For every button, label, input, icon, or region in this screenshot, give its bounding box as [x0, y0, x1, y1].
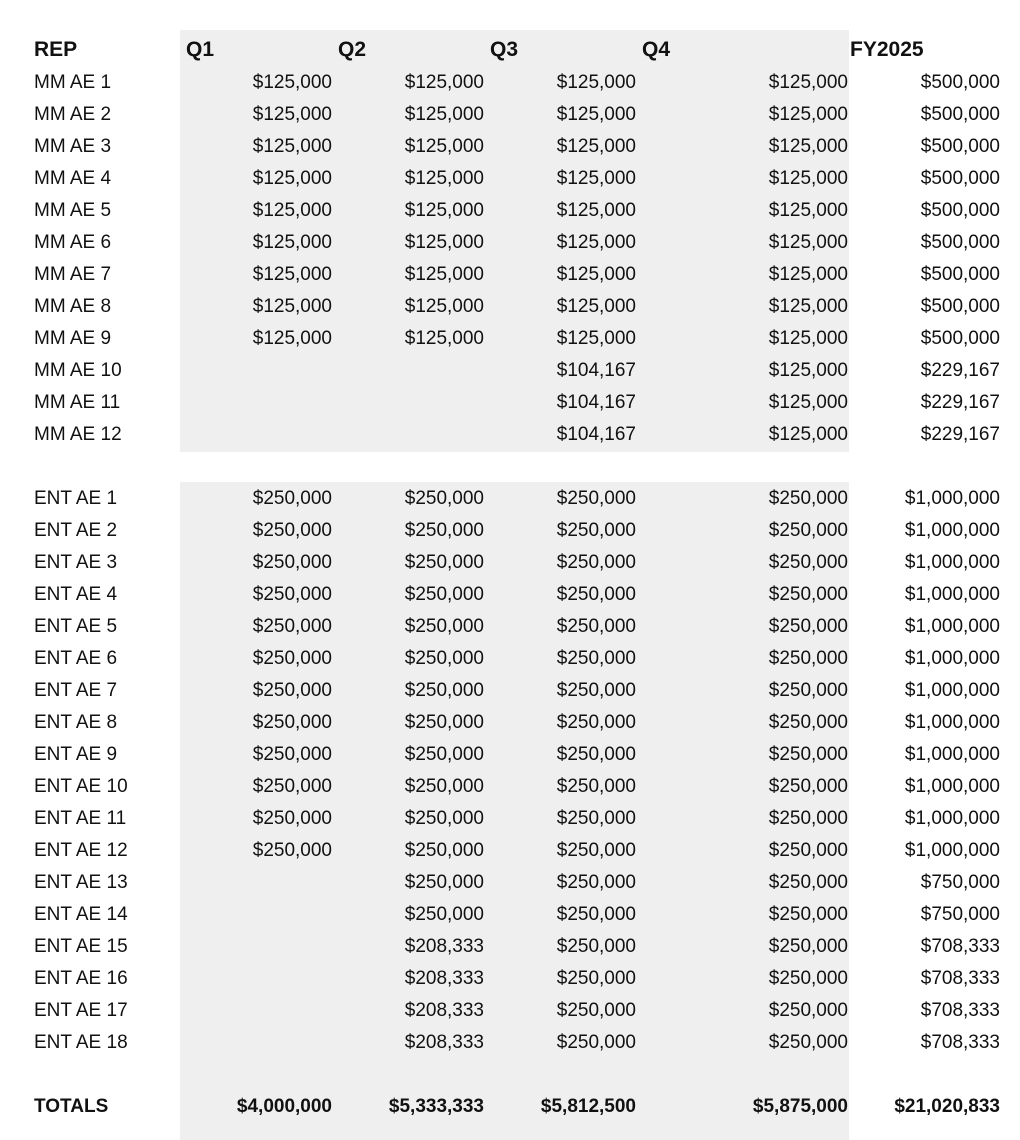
quota-cell-q1: $125,000: [252, 168, 332, 189]
quota-cell-q2: $250,000: [404, 776, 484, 797]
header-q1: Q1: [186, 38, 215, 61]
quota-cell-q1: $4,000,000: [236, 1096, 332, 1117]
spacer-cell: [28, 1059, 1000, 1091]
quota-cell-q3: $250,000: [556, 744, 636, 765]
quota-cell-q3: $125,000: [556, 296, 636, 317]
quota-cell-q4: $5,875,000: [752, 1096, 848, 1117]
quota-cell-q1: [180, 355, 332, 387]
quota-cell-fy: $500,000: [920, 296, 1000, 317]
header-q3: Q3: [490, 38, 519, 61]
quota-cell-q4: $250,000: [768, 904, 848, 925]
quota-cell-fy: $1,000,000: [904, 840, 1000, 861]
quota-cell-fy: $500,000: [920, 264, 1000, 285]
table-row: [28, 259, 1000, 291]
table-row: [28, 131, 1000, 163]
table-row: [28, 995, 1000, 1027]
quota-cell-q4: $125,000: [768, 360, 848, 381]
quota-cell-q4: $250,000: [768, 520, 848, 541]
quota-cell-q1: [180, 1027, 332, 1059]
quota-cell-q1: $250,000: [252, 744, 332, 765]
quota-cell-q2: $125,000: [404, 72, 484, 93]
rep-name-cell: ENT AE 4: [34, 584, 118, 605]
quota-cell-q1: $125,000: [252, 104, 332, 125]
quota-cell-q2: $250,000: [404, 744, 484, 765]
quota-cell-q2: $250,000: [404, 584, 484, 605]
table-row: [28, 579, 1000, 611]
table-row: [28, 643, 1000, 675]
quota-cell-q4: $125,000: [768, 296, 848, 317]
quota-cell-q3: $104,167: [556, 392, 636, 413]
table-row: [28, 419, 1000, 451]
quota-cell-fy: $1,000,000: [904, 808, 1000, 829]
quota-cell-q2: $250,000: [404, 904, 484, 925]
rep-name-cell: ENT AE 11: [34, 808, 127, 829]
rep-name-cell: ENT AE 3: [34, 552, 118, 573]
quota-cell-fy: $708,333: [920, 936, 1000, 957]
section-spacer: [28, 451, 1000, 483]
header-row: [28, 33, 1000, 67]
quota-cell-fy: $500,000: [920, 104, 1000, 125]
quota-cell-q2: $5,333,333: [388, 1096, 484, 1117]
quota-cell-q4: $125,000: [768, 168, 848, 189]
quota-cell-q3: $125,000: [556, 168, 636, 189]
quota-cell-q3: $250,000: [556, 776, 636, 797]
quota-cell-q3: $5,812,500: [540, 1096, 636, 1117]
quota-cell-q1: $125,000: [252, 264, 332, 285]
quota-cell-q1: $250,000: [252, 712, 332, 733]
quota-cell-q2: $250,000: [404, 648, 484, 669]
quota-cell-fy: $500,000: [920, 200, 1000, 221]
rep-name-cell: MM AE 4: [34, 168, 112, 189]
table-row: [28, 611, 1000, 643]
quota-cell-q3: $250,000: [556, 1032, 636, 1053]
quota-cell-q4: $250,000: [768, 552, 848, 573]
quota-cell-fy: $708,333: [920, 1000, 1000, 1021]
quota-cell-q2: $250,000: [404, 552, 484, 573]
quota-cell-fy: $229,167: [920, 392, 1000, 413]
quota-cell-q4: $250,000: [768, 840, 848, 861]
quota-cell-q4: $250,000: [768, 616, 848, 637]
quota-cell-q4: $250,000: [768, 584, 848, 605]
rep-name-cell: ENT AE 8: [34, 712, 118, 733]
quota-cell-q2: $250,000: [404, 712, 484, 733]
quota-cell-q4: $125,000: [768, 104, 848, 125]
totals-row: [28, 1091, 1000, 1123]
quota-cell-q2: [332, 355, 484, 387]
quota-cell-q2: $250,000: [404, 680, 484, 701]
quota-cell-q2: $208,333: [404, 1032, 484, 1053]
quota-cell-q3: $250,000: [556, 520, 636, 541]
table-row: [28, 67, 1000, 99]
quota-cell-fy: $229,167: [920, 424, 1000, 445]
rep-name-cell: ENT AE 10: [34, 776, 128, 797]
table-row: [28, 515, 1000, 547]
rep-name-cell: MM AE 6: [34, 232, 112, 253]
quota-cell-q3: $250,000: [556, 968, 636, 989]
rep-name-cell: ENT AE 9: [34, 744, 118, 765]
quota-cell-q1: $250,000: [252, 840, 332, 861]
quota-cell-q1: $250,000: [252, 680, 332, 701]
rep-name-cell: ENT AE 18: [34, 1032, 128, 1053]
table-row: [28, 835, 1000, 867]
quota-cell-fy: $1,000,000: [904, 680, 1000, 701]
quota-cell-q3: $125,000: [556, 136, 636, 157]
quota-cell-q2: [332, 419, 484, 451]
quota-cell-q1: $250,000: [252, 552, 332, 573]
table-row: [28, 675, 1000, 707]
quota-cell-fy: $1,000,000: [904, 520, 1000, 541]
quota-cell-q4: $250,000: [768, 936, 848, 957]
quota-cell-q3: $125,000: [556, 232, 636, 253]
quota-cell-q1: $250,000: [252, 584, 332, 605]
table-row: [28, 867, 1000, 899]
header-rep: REP: [34, 38, 78, 61]
quota-cell-q3: $250,000: [556, 936, 636, 957]
table-row: [28, 963, 1000, 995]
quota-cell-q4: $125,000: [768, 424, 848, 445]
quota-cell-q4: $250,000: [768, 872, 848, 893]
table-row: [28, 739, 1000, 771]
table-row: [28, 291, 1000, 323]
quota-cell-q1: [180, 387, 332, 419]
table-row: [28, 771, 1000, 803]
quota-cell-q2: $250,000: [404, 616, 484, 637]
quota-cell-q1: [180, 963, 332, 995]
quota-cell-q4: $125,000: [768, 264, 848, 285]
quota-cell-q3: $250,000: [556, 648, 636, 669]
quota-cell-fy: $708,333: [920, 968, 1000, 989]
rep-name-cell: MM AE 8: [34, 296, 112, 317]
quota-cell-q2: [332, 387, 484, 419]
quota-cell-q4: $250,000: [768, 712, 848, 733]
quota-cell-q2: $250,000: [404, 872, 484, 893]
rep-name-cell: MM AE 1: [34, 72, 112, 93]
quota-cell-q3: $125,000: [556, 104, 636, 125]
quota-cell-q2: $208,333: [404, 936, 484, 957]
quota-cell-fy: $1,000,000: [904, 776, 1000, 797]
quota-cell-fy: $500,000: [920, 72, 1000, 93]
quota-cell-q2: $125,000: [404, 264, 484, 285]
quota-cell-q1: $250,000: [252, 808, 332, 829]
quota-cell-q3: $250,000: [556, 712, 636, 733]
quota-cell-q4: $125,000: [768, 136, 848, 157]
quota-cell-q2: $250,000: [404, 488, 484, 509]
quota-cell-q4: $250,000: [768, 680, 848, 701]
quota-cell-fy: $1,000,000: [904, 552, 1000, 573]
quota-cell-q2: $208,333: [404, 968, 484, 989]
rep-name-cell: MM AE 5: [34, 200, 112, 221]
table-row: [28, 803, 1000, 835]
quota-cell-q3: $125,000: [556, 200, 636, 221]
quota-cell-q1: [180, 995, 332, 1027]
quota-cell-q1: $250,000: [252, 520, 332, 541]
quota-cell-fy: $1,000,000: [904, 744, 1000, 765]
quota-cell-q4: $250,000: [768, 1032, 848, 1053]
quota-cell-q4: $250,000: [768, 744, 848, 765]
quota-cell-q3: $250,000: [556, 488, 636, 509]
quota-cell-q3: $125,000: [556, 328, 636, 349]
quota-cell-q2: $125,000: [404, 328, 484, 349]
quota-cell-fy: $21,020,833: [894, 1096, 1000, 1117]
totals-spacer: [28, 1059, 1000, 1091]
rep-name-cell: MM AE 3: [34, 136, 112, 157]
quota-cell-q1: $125,000: [252, 328, 332, 349]
quota-cell-fy: $229,167: [920, 360, 1000, 381]
quota-cell-q4: $125,000: [768, 72, 848, 93]
quota-cell-q1: $250,000: [252, 776, 332, 797]
rep-name-cell: ENT AE 16: [34, 968, 128, 989]
quota-cell-q3: $125,000: [556, 72, 636, 93]
quota-cell-q3: $250,000: [556, 584, 636, 605]
table-body: [28, 67, 1000, 1123]
table-row: [28, 1027, 1000, 1059]
quota-cell-q3: $250,000: [556, 840, 636, 861]
quota-cell-q4: $250,000: [768, 1000, 848, 1021]
quota-cell-q4: $250,000: [768, 776, 848, 797]
quota-cell-q4: $125,000: [768, 232, 848, 253]
quota-cell-fy: $500,000: [920, 136, 1000, 157]
quota-cell-fy: $1,000,000: [904, 616, 1000, 637]
quota-cell-q3: $250,000: [556, 872, 636, 893]
quota-cell-q1: [180, 931, 332, 963]
rep-name-cell: TOTALS: [34, 1096, 109, 1117]
quota-cell-q3: $104,167: [556, 360, 636, 381]
quota-cell-q2: $125,000: [404, 136, 484, 157]
rep-name-cell: ENT AE 13: [34, 872, 128, 893]
table-row: [28, 355, 1000, 387]
quota-cell-q4: $125,000: [768, 392, 848, 413]
quota-cell-q1: $125,000: [252, 72, 332, 93]
quota-cell-fy: $1,000,000: [904, 648, 1000, 669]
quota-cell-q2: $125,000: [404, 168, 484, 189]
rep-name-cell: ENT AE 1: [34, 488, 118, 509]
quota-cell-q1: $250,000: [252, 488, 332, 509]
quota-cell-q4: $125,000: [768, 200, 848, 221]
rep-name-cell: ENT AE 14: [34, 904, 128, 925]
quota-cell-fy: $500,000: [920, 328, 1000, 349]
quota-cell-q4: $125,000: [768, 328, 848, 349]
quota-cell-q3: $104,167: [556, 424, 636, 445]
header-q2: Q2: [338, 38, 367, 61]
quota-cell-q1: $250,000: [252, 648, 332, 669]
rep-name-cell: ENT AE 12: [34, 840, 128, 861]
quota-cell-q1: $250,000: [252, 616, 332, 637]
quota-cell-q2: $125,000: [404, 232, 484, 253]
table-row: [28, 163, 1000, 195]
quota-table: [28, 33, 1000, 1123]
table-row: [28, 227, 1000, 259]
quota-cell-q4: $250,000: [768, 488, 848, 509]
table-row: [28, 547, 1000, 579]
rep-name-cell: MM AE 7: [34, 264, 112, 285]
quota-cell-fy: $500,000: [920, 232, 1000, 253]
rep-name-cell: ENT AE 15: [34, 936, 128, 957]
quota-cell-fy: $708,333: [920, 1032, 1000, 1053]
quota-cell-fy: $1,000,000: [904, 712, 1000, 733]
quota-cell-q1: $125,000: [252, 200, 332, 221]
rep-name-cell: ENT AE 17: [34, 1000, 128, 1021]
quota-cell-fy: $1,000,000: [904, 584, 1000, 605]
rep-name-cell: ENT AE 5: [34, 616, 118, 637]
quota-cell-q4: $250,000: [768, 808, 848, 829]
quota-cell-q4: $250,000: [768, 648, 848, 669]
quota-cell-q2: $250,000: [404, 520, 484, 541]
table-row: [28, 387, 1000, 419]
table-row: [28, 931, 1000, 963]
table-row: [28, 323, 1000, 355]
quota-cell-q3: $125,000: [556, 264, 636, 285]
quota-cell-q3: $250,000: [556, 680, 636, 701]
quota-cell-q3: $250,000: [556, 1000, 636, 1021]
quota-cell-q3: $250,000: [556, 552, 636, 573]
quota-cell-q3: $250,000: [556, 904, 636, 925]
rep-name-cell: ENT AE 7: [34, 680, 118, 701]
quota-cell-fy: $500,000: [920, 168, 1000, 189]
quota-cell-q2: $250,000: [404, 840, 484, 861]
rep-name-cell: MM AE 9: [34, 328, 112, 349]
spacer-cell: [28, 451, 1000, 483]
quota-cell-q2: $125,000: [404, 200, 484, 221]
quota-cell-q2: $125,000: [404, 296, 484, 317]
table-row: [28, 195, 1000, 227]
rep-name-cell: MM AE 10: [34, 360, 122, 381]
rep-name-cell: MM AE 12: [34, 424, 122, 445]
rep-name-cell: MM AE 11: [34, 392, 121, 413]
quota-cell-q1: $125,000: [252, 232, 332, 253]
quota-cell-fy: $750,000: [920, 904, 1000, 925]
quota-cell-q1: $125,000: [252, 136, 332, 157]
header-q4: Q4: [642, 38, 671, 61]
quota-cell-fy: $1,000,000: [904, 488, 1000, 509]
quota-cell-q2: $125,000: [404, 104, 484, 125]
quota-cell-q3: $250,000: [556, 808, 636, 829]
table-row: [28, 707, 1000, 739]
header-fy2025: FY2025: [850, 38, 924, 61]
rep-name-cell: ENT AE 6: [34, 648, 118, 669]
table-row: [28, 899, 1000, 931]
quota-cell-fy: $750,000: [920, 872, 1000, 893]
quota-cell-q1: [180, 899, 332, 931]
quota-cell-q4: $250,000: [768, 968, 848, 989]
rep-name-cell: ENT AE 2: [34, 520, 118, 541]
quota-cell-q3: $250,000: [556, 616, 636, 637]
quota-cell-q1: [180, 419, 332, 451]
rep-name-cell: MM AE 2: [34, 104, 112, 125]
table-row: [28, 483, 1000, 515]
quota-cell-q2: $250,000: [404, 808, 484, 829]
quota-cell-q1: [180, 867, 332, 899]
quota-cell-q2: $208,333: [404, 1000, 484, 1021]
quota-cell-q1: $125,000: [252, 296, 332, 317]
table-row: [28, 99, 1000, 131]
